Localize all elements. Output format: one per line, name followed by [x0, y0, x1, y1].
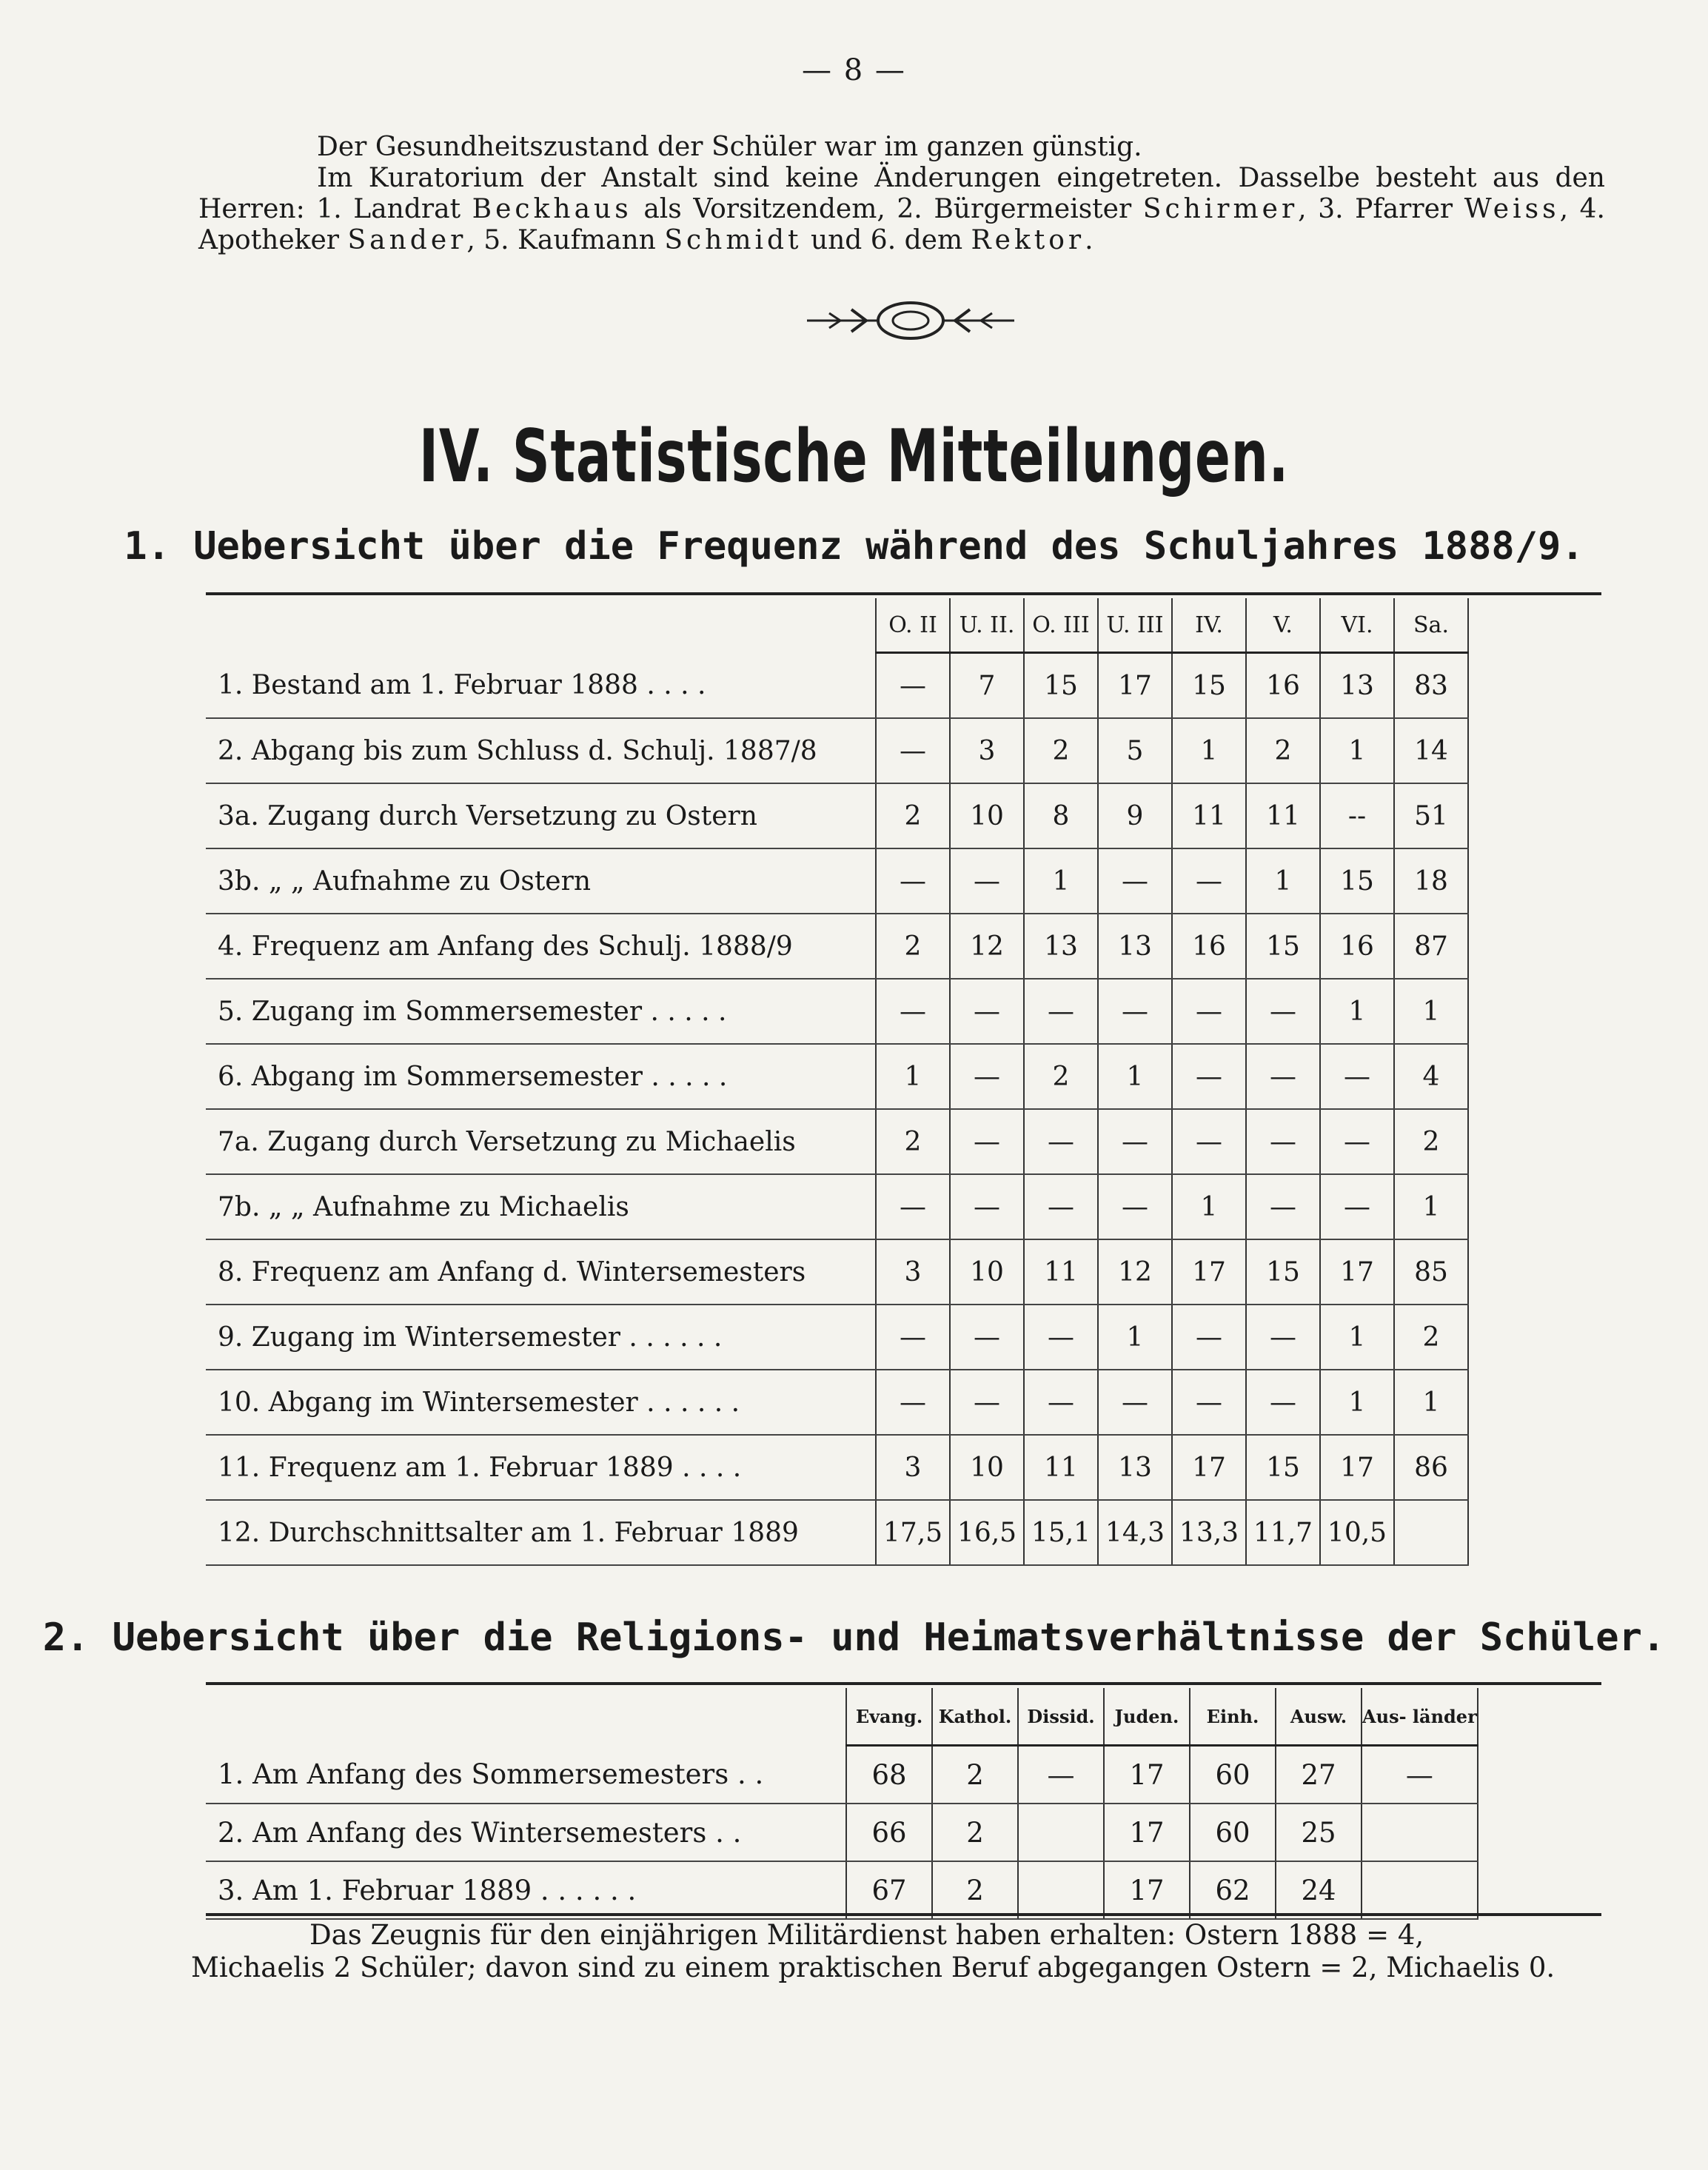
frequency-cell: 14,3	[1098, 1500, 1172, 1565]
frequency-cell: 8	[1024, 783, 1098, 848]
frequency-cell: —	[1246, 1044, 1320, 1109]
frequency-row-label: 7b. „ „ Aufnahme zu Michaelis	[206, 1174, 876, 1239]
frequency-column-header: O. II	[876, 598, 950, 653]
frequency-row	[206, 1500, 1468, 1565]
frequency-cell: 13	[1024, 914, 1098, 979]
frequency-cell: —	[876, 979, 950, 1044]
frequency-row-label: 6. Abgang im Sommersemester . . . . .	[206, 1044, 876, 1109]
religion-cell: 17	[1104, 1861, 1190, 1919]
frequency-cell: —	[876, 653, 950, 719]
religion-column-header: Dissid.	[1018, 1688, 1104, 1746]
name-sander: Sander	[347, 225, 467, 255]
frequency-row	[206, 1370, 1468, 1435]
curatorium-text-a: Im Kuratorium der Anstalt sind keine Änderungen eingetreten. Dasselbe besteht aus den Herren: 1. Landrat	[198, 163, 1605, 224]
religion-header-blank	[206, 1688, 846, 1746]
frequency-row	[206, 914, 1468, 979]
frequency-cell: —	[1098, 1174, 1172, 1239]
frequency-cell: --	[1320, 783, 1394, 848]
frequency-cell: 17,5	[876, 1500, 950, 1565]
frequency-cell: 16	[1320, 914, 1394, 979]
footer-line-1: Das Zeugnis für den einjährigen Militärdienst haben erhalten: Ostern 1888 = 4,	[309, 1919, 1424, 1951]
frequency-cell: 2	[1024, 1044, 1098, 1109]
section-title: IV. Statistische Mitteilungen.	[418, 415, 1290, 499]
frequency-row	[206, 1435, 1468, 1500]
religion-cell: 25	[1276, 1804, 1362, 1861]
frequency-row	[206, 783, 1468, 848]
religion-cell: 27	[1276, 1746, 1362, 1804]
frequency-cell: 17	[1320, 1239, 1394, 1305]
frequency-cell: —	[1246, 1305, 1320, 1370]
religion-cell: 2	[932, 1746, 1018, 1804]
footer-line-2: Michaelis 2 Schüler; davon sind zu einem praktischen Beruf abgegangen Ostern = 2, Michaelis 0.	[191, 1952, 1555, 1983]
frequency-row	[206, 718, 1468, 783]
frequency-cell: 2	[1246, 718, 1320, 783]
frequency-cell: —	[1172, 1044, 1246, 1109]
religion-cell	[1018, 1804, 1104, 1861]
religion-column-header: Einh.	[1190, 1688, 1276, 1746]
frequency-cell: 10	[950, 783, 1024, 848]
name-schmidt: Schmidt	[664, 225, 803, 255]
frequency-cell: —	[1320, 1174, 1394, 1239]
frequency-cell: 10,5	[1320, 1500, 1394, 1565]
frequency-header-row	[206, 598, 1468, 653]
frequency-row-label: 8. Frequenz am Anfang d. Wintersemesters	[206, 1239, 876, 1305]
frequency-cell: 15	[1320, 848, 1394, 914]
religion-cell: 24	[1276, 1861, 1362, 1919]
frequency-cell: 11	[1024, 1435, 1098, 1500]
frequency-cell: 86	[1394, 1435, 1468, 1500]
frequency-cell: 15	[1246, 1435, 1320, 1500]
religion-cell: 60	[1190, 1804, 1276, 1861]
frequency-row	[206, 653, 1468, 719]
frequency-cell: 18	[1394, 848, 1468, 914]
religion-column-header: Kathol.	[932, 1688, 1018, 1746]
frequency-cell: 11	[1246, 783, 1320, 848]
religion-cell: 2	[932, 1861, 1018, 1919]
frequency-cell	[1394, 1500, 1468, 1565]
frequency-cell: —	[1246, 1174, 1320, 1239]
table2-top-rule	[206, 1682, 1601, 1685]
frequency-cell: 9	[1098, 783, 1172, 848]
frequency-cell: —	[1320, 1044, 1394, 1109]
religion-row	[206, 1746, 1478, 1804]
frequency-cell: 14	[1394, 718, 1468, 783]
frequency-row	[206, 1044, 1468, 1109]
frequency-cell: 2	[876, 914, 950, 979]
frequency-cell: —	[876, 1174, 950, 1239]
frequency-cell: 17	[1172, 1435, 1246, 1500]
frequency-cell: 5	[1098, 718, 1172, 783]
intro-paragraph	[198, 132, 1605, 256]
religion-cell: 66	[846, 1804, 932, 1861]
religion-cell	[1018, 1861, 1104, 1919]
curatorium-text-e: , 5. Kaufmann	[466, 225, 656, 255]
frequency-cell: 11	[1172, 783, 1246, 848]
table1-title: 1. Uebersicht über die Frequenz während des Schuljahres 1888/9.	[124, 524, 1584, 569]
frequency-cell: —	[876, 1370, 950, 1435]
frequency-cell: 17	[1098, 653, 1172, 719]
frequency-cell: 1	[1320, 1305, 1394, 1370]
curatorium-text-g: .	[1085, 225, 1094, 255]
name-rektor: Rektor	[971, 225, 1085, 255]
frequency-cell: 11,7	[1246, 1500, 1320, 1565]
frequency-cell: 2	[876, 783, 950, 848]
frequency-cell: —	[876, 848, 950, 914]
frequency-row-label: 4. Frequenz am Anfang des Schulj. 1888/9	[206, 914, 876, 979]
health-sentence: Der Gesundheitszustand der Schüler war im ganzen günstig.	[317, 132, 1142, 162]
frequency-cell: 1	[1172, 718, 1246, 783]
curatorium-sentence	[198, 163, 1605, 256]
frequency-cell: —	[1246, 1370, 1320, 1435]
frequency-cell: —	[950, 1174, 1024, 1239]
frequency-row-label: 9. Zugang im Wintersemester . . . . . .	[206, 1305, 876, 1370]
frequency-cell: —	[1098, 848, 1172, 914]
frequency-cell: —	[1172, 848, 1246, 914]
religion-cell	[1362, 1861, 1478, 1919]
frequency-cell: 1	[1098, 1305, 1172, 1370]
frequency-cell: 15	[1024, 653, 1098, 719]
name-weiss: Weiss	[1464, 194, 1560, 224]
frequency-row-label: 3a. Zugang durch Versetzung zu Ostern	[206, 783, 876, 848]
frequency-cell: 13	[1320, 653, 1394, 719]
frequency-cell: —	[1024, 1370, 1098, 1435]
frequency-cell: —	[1320, 1109, 1394, 1174]
frequency-cell: —	[1098, 1109, 1172, 1174]
frequency-cell: —	[950, 1044, 1024, 1109]
page-number: — 8 —	[802, 53, 906, 87]
frequency-cell: 87	[1394, 914, 1468, 979]
religion-column-header: Evang.	[846, 1688, 932, 1746]
religion-cell: 68	[846, 1746, 932, 1804]
frequency-cell: 4	[1394, 1044, 1468, 1109]
frequency-cell: 17	[1320, 1435, 1394, 1500]
frequency-row	[206, 1174, 1468, 1239]
frequency-cell: —	[1172, 979, 1246, 1044]
religion-table	[206, 1688, 1478, 1920]
frequency-row	[206, 1305, 1468, 1370]
frequency-cell: 1	[1394, 979, 1468, 1044]
religion-cell: 62	[1190, 1861, 1276, 1919]
religion-cell: 17	[1104, 1746, 1190, 1804]
frequency-row-label: 2. Abgang bis zum Schluss d. Schulj. 1887/8	[206, 718, 876, 783]
frequency-cell: —	[950, 1109, 1024, 1174]
frequency-cell: 1	[1246, 848, 1320, 914]
frequency-cell: —	[1024, 1109, 1098, 1174]
frequency-cell: —	[1246, 1109, 1320, 1174]
frequency-column-header: U. III	[1098, 598, 1172, 653]
frequency-cell: 12	[950, 914, 1024, 979]
frequency-cell: 17	[1172, 1239, 1246, 1305]
frequency-column-header: Sa.	[1394, 598, 1468, 653]
frequency-cell: 13,3	[1172, 1500, 1246, 1565]
religion-cell: —	[1362, 1746, 1478, 1804]
frequency-cell: 16	[1246, 653, 1320, 719]
frequency-row	[206, 1109, 1468, 1174]
frequency-cell: —	[950, 1370, 1024, 1435]
frequency-row-label: 7a. Zugang durch Versetzung zu Michaelis	[206, 1109, 876, 1174]
frequency-cell: 15	[1246, 914, 1320, 979]
frequency-cell: 1	[876, 1044, 950, 1109]
religion-header-row	[206, 1688, 1478, 1746]
religion-cell: 60	[1190, 1746, 1276, 1804]
frequency-cell: 1	[1320, 1370, 1394, 1435]
footer-paragraph	[191, 1919, 1598, 1984]
curatorium-text-c: , 3. Pfarrer	[1298, 194, 1453, 224]
frequency-cell: 2	[1024, 718, 1098, 783]
curatorium-text-b: als Vorsitzendem, 2. Bürgermeister	[643, 194, 1132, 224]
frequency-cell: —	[1024, 1305, 1098, 1370]
frequency-cell: —	[950, 848, 1024, 914]
frequency-cell: 1	[1172, 1174, 1246, 1239]
curatorium-text-f: und 6. dem	[810, 225, 963, 255]
frequency-cell: 13	[1098, 914, 1172, 979]
frequency-cell: 51	[1394, 783, 1468, 848]
frequency-cell: —	[1098, 1370, 1172, 1435]
frequency-cell: 83	[1394, 653, 1468, 719]
frequency-cell: —	[950, 979, 1024, 1044]
table1-top-rule	[206, 592, 1601, 595]
frequency-cell: —	[1172, 1370, 1246, 1435]
frequency-cell: 3	[876, 1435, 950, 1500]
religion-row	[206, 1804, 1478, 1861]
frequency-cell: —	[950, 1305, 1024, 1370]
frequency-cell: 15,1	[1024, 1500, 1098, 1565]
frequency-cell: 1	[1320, 718, 1394, 783]
religion-row	[206, 1861, 1478, 1919]
frequency-column-header: V.	[1246, 598, 1320, 653]
frequency-cell: 85	[1394, 1239, 1468, 1305]
religion-row-label: 2. Am Anfang des Wintersemesters . .	[206, 1804, 846, 1861]
frequency-cell: —	[1024, 979, 1098, 1044]
religion-row-label: 3. Am 1. Februar 1889 . . . . . .	[206, 1861, 846, 1919]
frequency-cell: 11	[1024, 1239, 1098, 1305]
frequency-cell: 13	[1098, 1435, 1172, 1500]
frequency-column-header: U. II.	[950, 598, 1024, 653]
religion-cell: 17	[1104, 1804, 1190, 1861]
frequency-cell: 10	[950, 1239, 1024, 1305]
religion-cell: —	[1018, 1746, 1104, 1804]
religion-column-header: Aus- länder	[1362, 1688, 1478, 1746]
frequency-cell: 3	[876, 1239, 950, 1305]
frequency-table	[206, 598, 1469, 1566]
frequency-row-label: 11. Frequenz am 1. Februar 1889 . . . .	[206, 1435, 876, 1500]
frequency-cell: 1	[1024, 848, 1098, 914]
religion-column-header: Ausw.	[1276, 1688, 1362, 1746]
frequency-cell: 2	[1394, 1109, 1468, 1174]
religion-cell: 67	[846, 1861, 932, 1919]
frequency-cell: 1	[1098, 1044, 1172, 1109]
frequency-row	[206, 979, 1468, 1044]
religion-cell	[1362, 1804, 1478, 1861]
frequency-cell: —	[1098, 979, 1172, 1044]
frequency-cell: —	[876, 1305, 950, 1370]
name-schirmer: Schirmer	[1142, 194, 1299, 224]
frequency-row	[206, 1239, 1468, 1305]
frequency-row	[206, 848, 1468, 914]
ornament-divider-icon	[807, 295, 1014, 346]
frequency-cell: 1	[1320, 979, 1394, 1044]
frequency-cell: 1	[1394, 1174, 1468, 1239]
table2-title: 2. Uebersicht über die Religions- und Heimatsverhältnisse der Schüler.	[42, 1615, 1666, 1660]
frequency-cell: —	[1172, 1109, 1246, 1174]
frequency-cell: 3	[950, 718, 1024, 783]
frequency-row-label: 5. Zugang im Sommersemester . . . . .	[206, 979, 876, 1044]
frequency-column-header: O. III	[1024, 598, 1098, 653]
frequency-row-label: 12. Durchschnittsalter am 1. Februar 1889	[206, 1500, 876, 1565]
frequency-cell: 16,5	[950, 1500, 1024, 1565]
frequency-cell: 15	[1246, 1239, 1320, 1305]
frequency-cell: 12	[1098, 1239, 1172, 1305]
frequency-cell: 7	[950, 653, 1024, 719]
curatorium-text-d: , 4. Apotheker	[198, 194, 1605, 255]
religion-row-label: 1. Am Anfang des Sommersemesters . .	[206, 1746, 846, 1804]
frequency-column-header: VI.	[1320, 598, 1394, 653]
frequency-column-header: IV.	[1172, 598, 1246, 653]
frequency-row-label: 1. Bestand am 1. Februar 1888 . . . .	[206, 653, 876, 719]
table2-bottom-rule	[206, 1913, 1601, 1916]
frequency-cell: —	[876, 718, 950, 783]
frequency-cell: —	[1024, 1174, 1098, 1239]
religion-cell: 2	[932, 1804, 1018, 1861]
frequency-cell: 16	[1172, 914, 1246, 979]
frequency-cell: —	[1246, 979, 1320, 1044]
frequency-header-blank	[206, 598, 876, 653]
frequency-row-label: 10. Abgang im Wintersemester . . . . . .	[206, 1370, 876, 1435]
frequency-cell: 2	[1394, 1305, 1468, 1370]
frequency-row-label: 3b. „ „ Aufnahme zu Ostern	[206, 848, 876, 914]
frequency-cell: 10	[950, 1435, 1024, 1500]
frequency-cell: —	[1172, 1305, 1246, 1370]
frequency-cell: 15	[1172, 653, 1246, 719]
name-beckhaus: Beckhaus	[472, 194, 632, 224]
religion-column-header: Juden.	[1104, 1688, 1190, 1746]
frequency-cell: 2	[876, 1109, 950, 1174]
frequency-cell: 1	[1394, 1370, 1468, 1435]
